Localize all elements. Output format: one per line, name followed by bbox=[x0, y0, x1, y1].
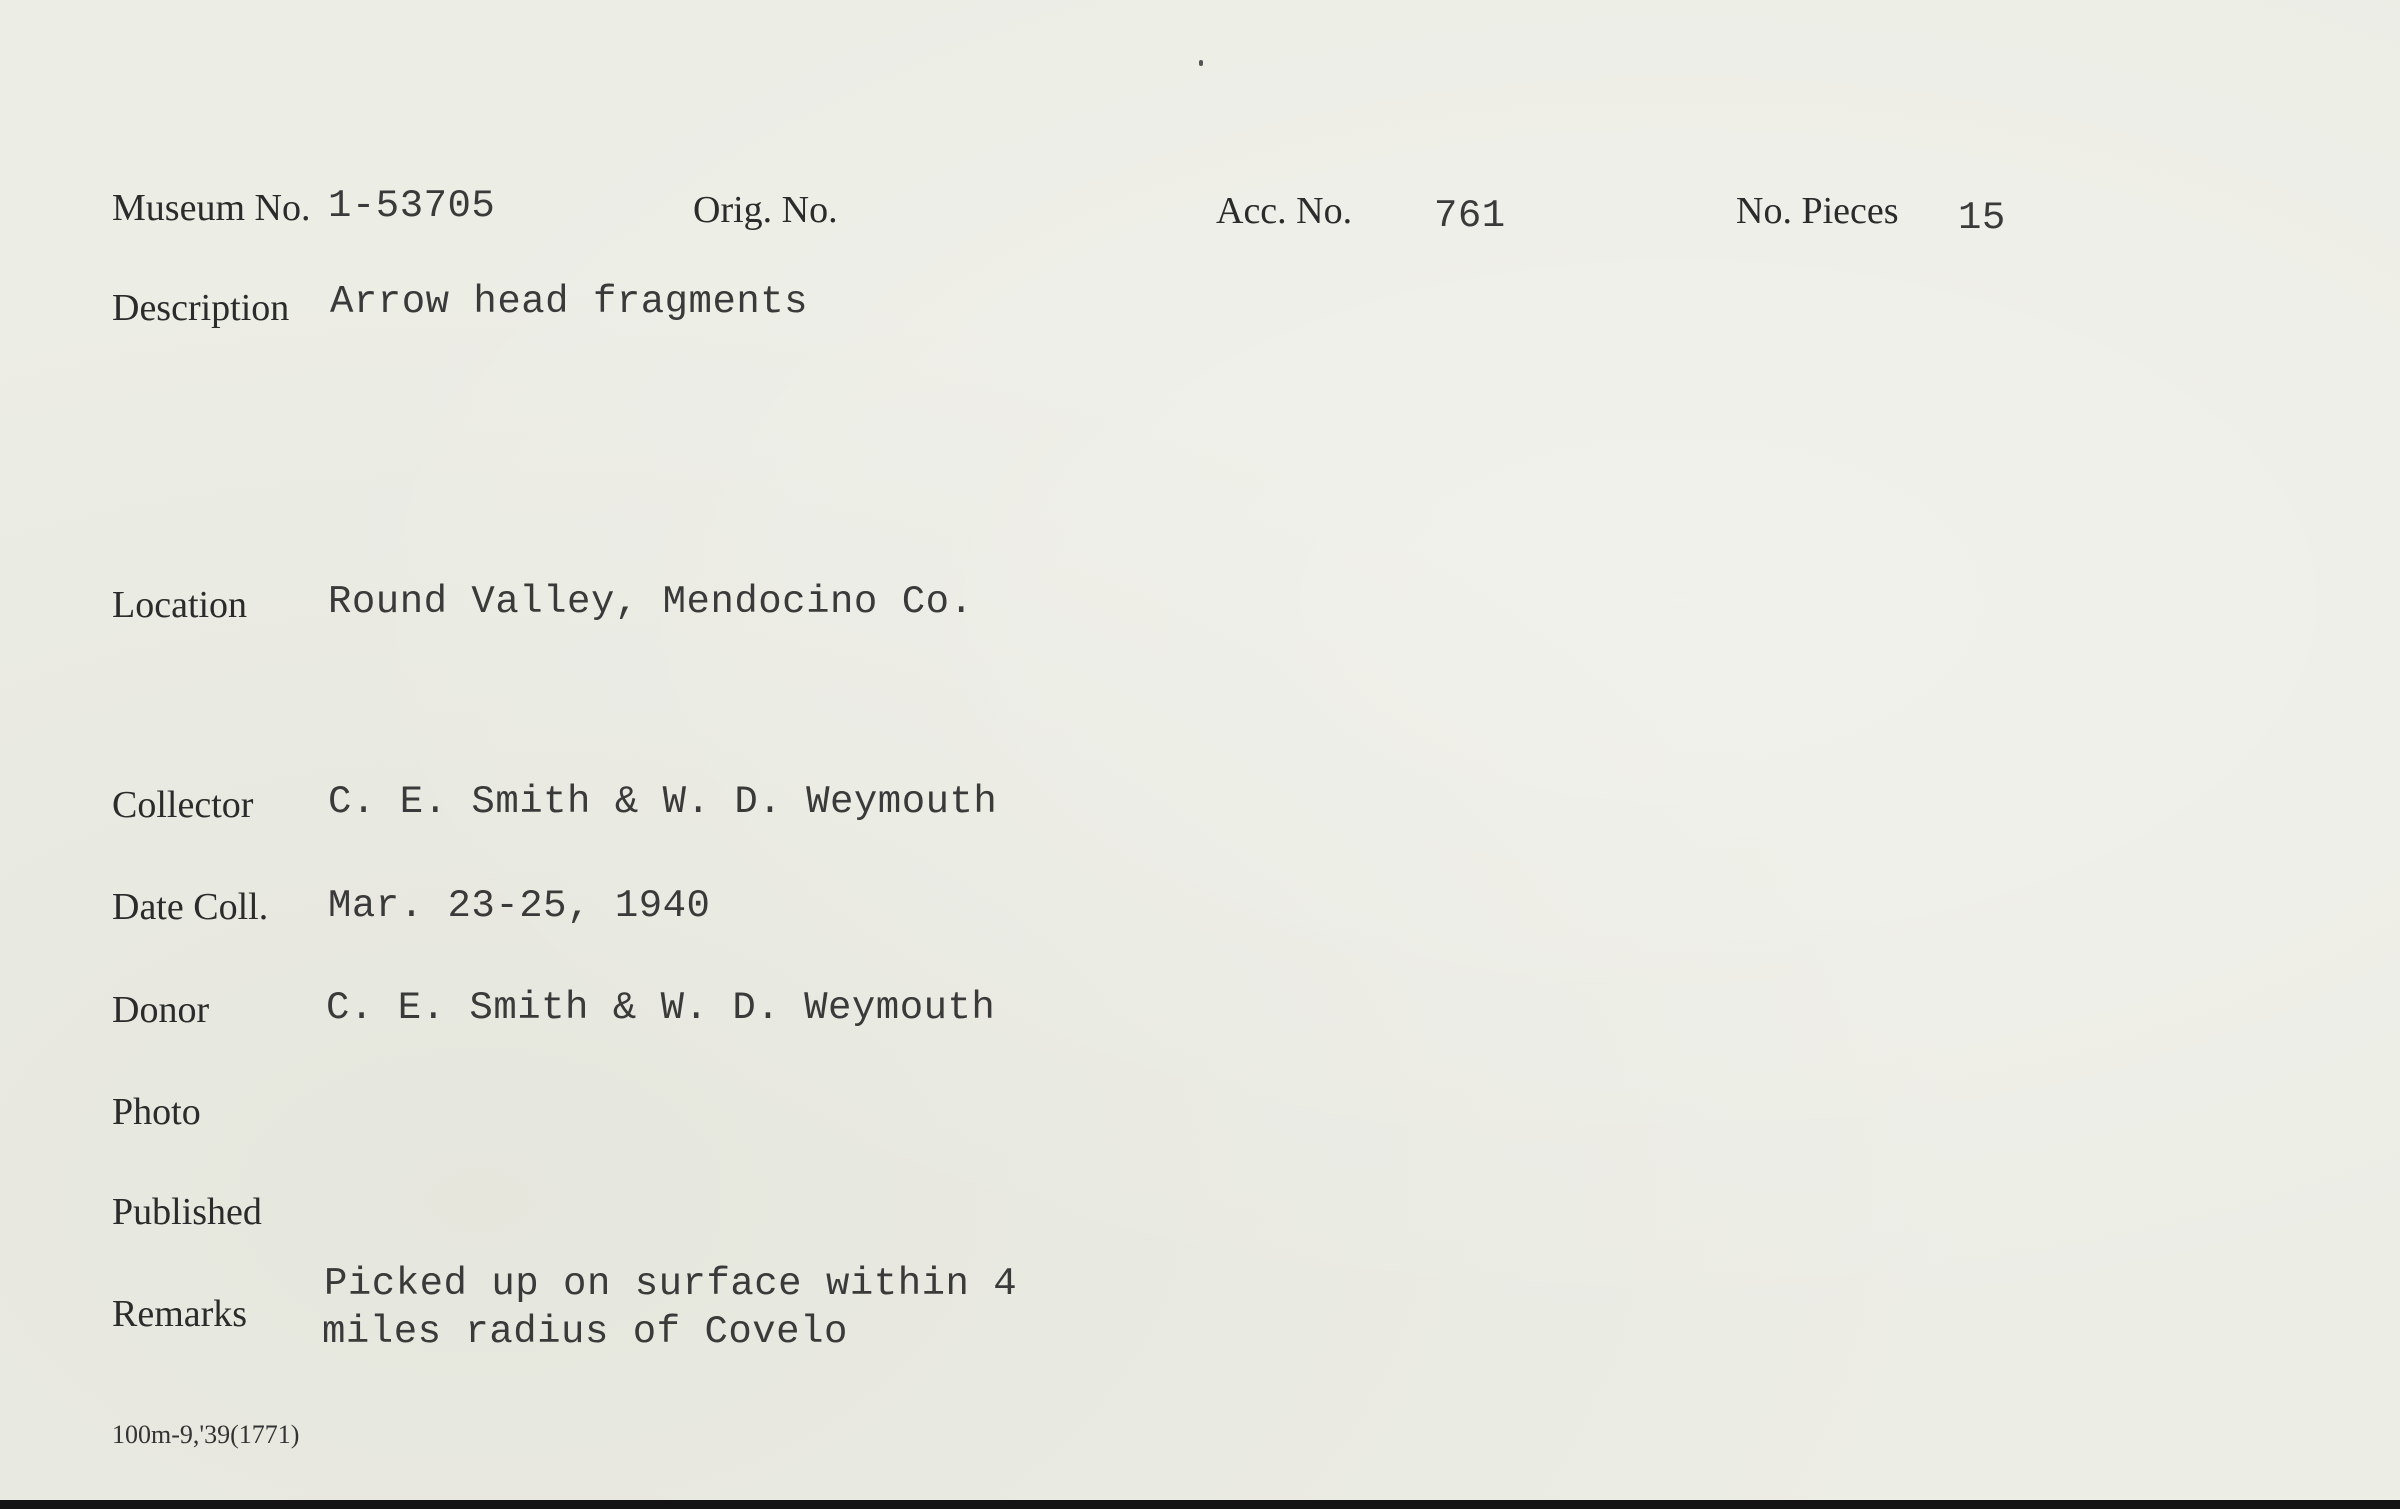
museum-no-label: Museum No. bbox=[112, 187, 311, 229]
collector-value: C. E. Smith & W. D. Weymouth bbox=[328, 780, 998, 824]
no-pieces-value: 15 bbox=[1958, 196, 2006, 240]
museum-no-value: 1-53705 bbox=[328, 184, 496, 228]
no-pieces-label: No. Pieces bbox=[1736, 190, 1899, 232]
photo-label: Photo bbox=[112, 1091, 201, 1133]
published-label: Published bbox=[112, 1191, 262, 1233]
location-label: Location bbox=[112, 584, 248, 626]
acc-no-value: 761 bbox=[1434, 194, 1506, 238]
description-label: Description bbox=[112, 287, 290, 329]
donor-value: C. E. Smith & W. D. Weymouth bbox=[326, 986, 996, 1030]
remarks-line-2: miles radius of Covelo bbox=[322, 1310, 848, 1354]
description-value: Arrow head fragments bbox=[330, 280, 809, 324]
date-coll-label: Date Coll. bbox=[112, 886, 269, 928]
acc-no-label: Acc. No. bbox=[1216, 190, 1353, 232]
donor-label: Donor bbox=[112, 989, 210, 1031]
remarks-line-1: Picked up on surface within 4 bbox=[324, 1262, 1018, 1306]
remarks-label: Remarks bbox=[112, 1293, 248, 1335]
scan-border bbox=[0, 1500, 2400, 1509]
date-coll-value: Mar. 23-25, 1940 bbox=[328, 884, 711, 928]
location-value: Round Valley, Mendocino Co. bbox=[328, 580, 974, 624]
print-code: 100m-9,'39(1771) bbox=[112, 1420, 300, 1449]
orig-no-label: Orig. No. bbox=[693, 189, 838, 231]
paper-speck bbox=[1199, 60, 1203, 66]
collector-label: Collector bbox=[112, 784, 254, 826]
